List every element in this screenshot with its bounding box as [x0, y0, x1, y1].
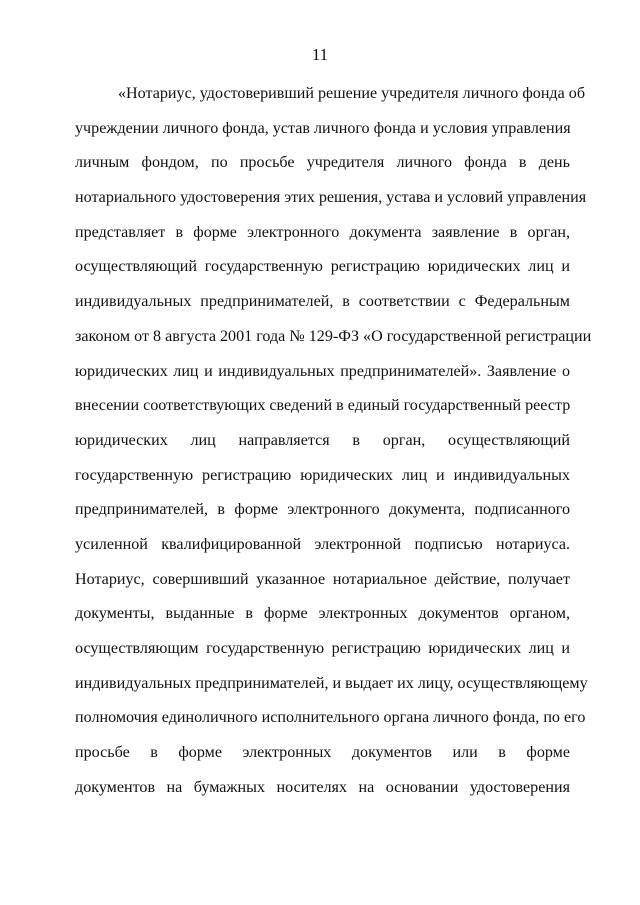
body-text — [75, 84, 592, 812]
text-line: усиленной квалифицированной электронной подписью нотариуса. — [75, 535, 570, 553]
text-line: «Нотариус, удостоверивший решение учредителя личного фонда об — [118, 85, 586, 102]
text-line: индивидуальных предпринимателей, в соответствии с Федеральным — [75, 293, 570, 311]
text-line: документы, выданные в форме электронных документов органом, — [75, 605, 570, 623]
text-line: полномочия единоличного исполнительного органа личного фонда, по его — [75, 709, 586, 727]
text-line: государственную регистрацию юридических лиц и индивидуальных — [75, 466, 570, 484]
text-line: предпринимателей, в форме электронного документа, подписанного — [75, 501, 570, 519]
text-line: юридических лиц направляется в орган, осуществляющий — [75, 431, 570, 449]
text-line: просьбе в форме электронных документов или в форме — [75, 744, 570, 762]
text-line: личным фондом, по просьбе учредителя личного фонда в день — [75, 154, 570, 172]
text-line: осуществляющий государственную регистрацию юридических лиц и — [75, 258, 570, 276]
text-line: нотариального удостоверения этих решения, устава и условий управления — [75, 189, 587, 207]
text-line: юридических лиц и индивидуальных предпринимателей». Заявление о — [75, 362, 570, 380]
text-line: документов на бумажных носителях на основании удостоверения — [75, 778, 570, 796]
text-line: внесении соответствующих сведений в единый государственный реестр — [75, 397, 571, 415]
text-line: осуществляющим государственную регистрацию юридических лиц и — [75, 640, 570, 657]
text-line: законом от 8 августа 2001 года № 129-ФЗ «О государственной регистрации — [75, 327, 592, 345]
text-line: индивидуальных предпринимателей, и выдает их лицу, осуществляющему — [75, 674, 588, 692]
text-line: Нотариус, совершивший указанное нотариальное действие, получает — [75, 570, 570, 588]
text-line: представляет в форме электронного документа заявление в орган, — [75, 223, 570, 241]
text-line: учреждении личного фонда, устав личного фонда и условия управления — [75, 119, 571, 137]
page-number: 11 — [311, 45, 329, 64]
